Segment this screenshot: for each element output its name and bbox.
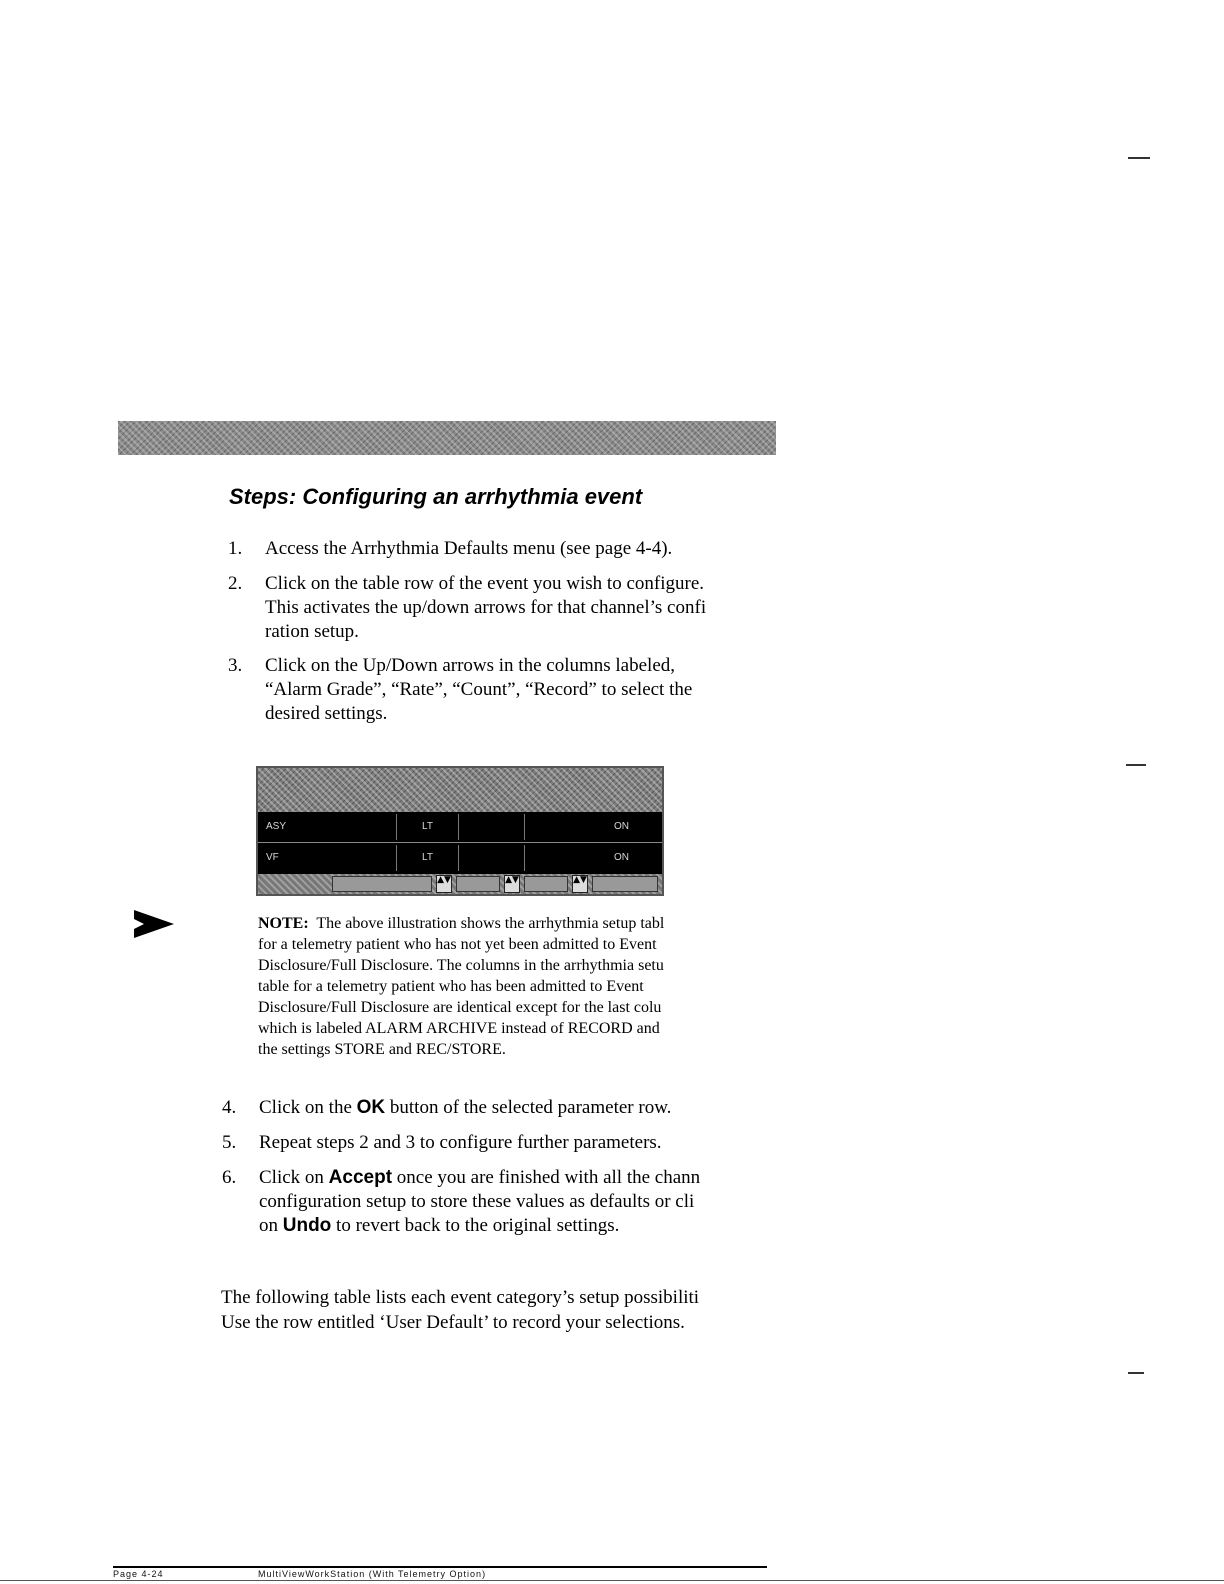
- note-label: NOTE:: [258, 915, 309, 932]
- control-slot: [524, 876, 568, 892]
- margin-mark: [1128, 1372, 1144, 1374]
- ok-button: [332, 876, 432, 892]
- footer-page-number: Page 4-24: [113, 1569, 164, 1579]
- section-heading: Steps: Configuring an arrhythmia event: [229, 484, 643, 509]
- table-row-vf: VF LT ON: [258, 843, 662, 873]
- table-row-asy: ASY LT ON: [258, 812, 662, 843]
- footer-bottom-rule: [0, 1580, 1224, 1581]
- note-block: NOTE: The above illustration shows the arrhythmia setup tabl for a telemetry patient who has not yet been admitted to Event Disclosure/Full Disclosure. The columns in the arrhythmia setu table for a telemetry patient who has been admitted to Event Disclosure/Full Disclosure are identical except for the last colu which is labeled ALARM ARCHIVE instead of RECORD and the settings STORE and REC/STORE.: [258, 915, 665, 1058]
- closing-paragraph-line-2: Use the row entitled ‘User Default’ to record your selections.: [221, 1312, 685, 1333]
- control-slot: [456, 876, 500, 892]
- note-arrow-icon: [134, 910, 174, 938]
- screenshot-controls: [258, 874, 662, 894]
- footer-rule: [113, 1566, 767, 1568]
- arrhythmia-setup-screenshot: [256, 766, 664, 896]
- margin-mark: [1128, 157, 1150, 159]
- control-slot: [592, 876, 658, 892]
- margin-mark: [1126, 764, 1146, 766]
- closing-paragraph-line-1: The following table lists each event category’s setup possibiliti: [221, 1287, 700, 1308]
- screenshot-header: [258, 768, 662, 812]
- up-down-arrows-icon: ▲▼: [436, 875, 452, 893]
- section-banner: [118, 421, 776, 455]
- up-down-arrows-icon: ▲▼: [504, 875, 520, 893]
- footer-title: MultiViewWorkStation (With Telemetry Option): [258, 1569, 487, 1579]
- up-down-arrows-icon: ▲▼: [572, 875, 588, 893]
